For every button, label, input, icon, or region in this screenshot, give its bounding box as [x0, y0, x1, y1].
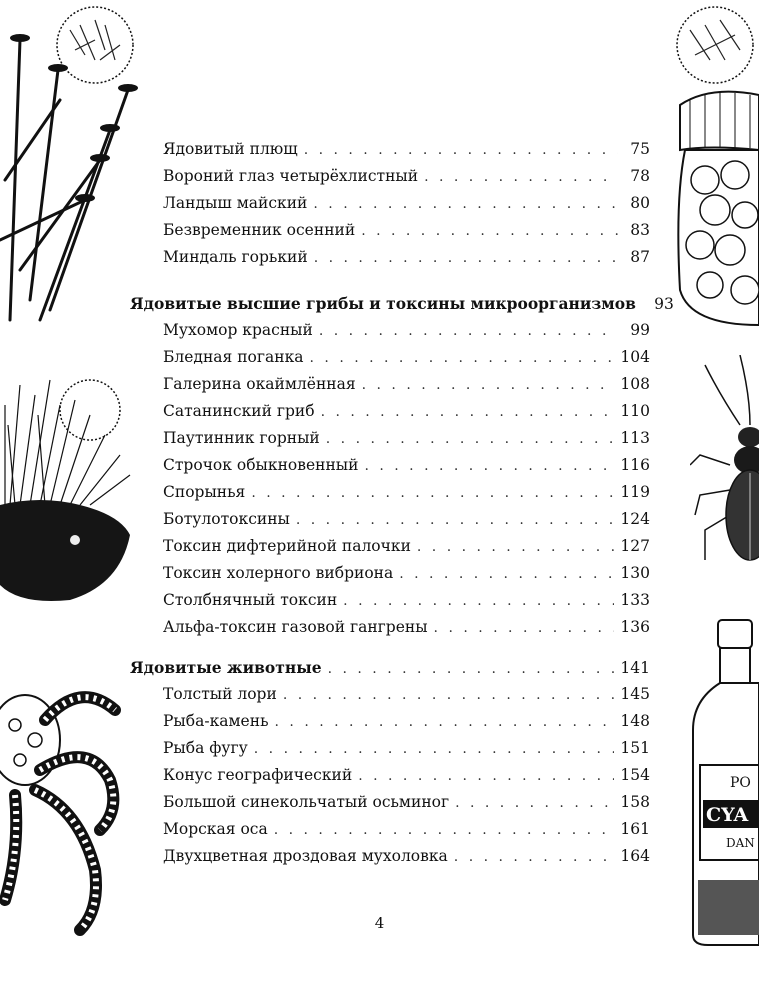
toc-page: 116 — [620, 456, 650, 474]
toc-section-row[interactable] — [130, 290, 674, 317]
toc-row[interactable] — [130, 762, 650, 789]
toc-row[interactable] — [130, 452, 650, 479]
toc-row[interactable] — [130, 344, 650, 371]
toc-title: Ядовитый плющ — [163, 140, 298, 158]
toc-page: 75 — [630, 140, 650, 158]
toc-row[interactable] — [130, 506, 650, 533]
toc-row[interactable] — [130, 843, 650, 870]
toc-title: Рыба фугу — [163, 739, 248, 757]
toc-title: Спорынья — [163, 483, 246, 501]
grass-tuft-icon — [0, 365, 140, 615]
toc-row[interactable] — [130, 587, 650, 614]
toc-page: 78 — [630, 167, 650, 185]
toc-title: Толстый лори — [163, 685, 277, 703]
toc-page: 104 — [620, 348, 650, 366]
toc-page: 145 — [620, 685, 650, 703]
toc-page: 113 — [620, 429, 650, 447]
toc-row[interactable] — [130, 533, 650, 560]
toc-page: 99 — [630, 321, 650, 339]
toc-title: Токсин холерного вибриона — [163, 564, 394, 582]
toc-row[interactable] — [130, 244, 650, 271]
toc-row[interactable] — [130, 560, 650, 587]
toc-title: Мухомор красный — [163, 321, 313, 339]
toc-section-title: Ядовитые животные — [130, 658, 322, 677]
toc-page: 148 — [620, 712, 650, 730]
toc-row[interactable] — [130, 163, 650, 190]
toc-title: Безвременник осенний — [163, 221, 356, 239]
toc-row[interactable] — [130, 708, 650, 735]
toc-title: Строчок обыкновенный — [163, 456, 359, 474]
toc-title: Конус географический — [163, 766, 353, 784]
toc-title: Большой синекольчатый осьминог — [163, 793, 450, 811]
toc-page: 124 — [620, 510, 650, 528]
toc-row[interactable] — [130, 614, 650, 641]
toc-title: Токсин дифтерийной палочки — [163, 537, 411, 555]
toc-page: 87 — [630, 248, 650, 266]
toc-page: 164 — [620, 847, 650, 865]
toc-title: Рыба-камень — [163, 712, 269, 730]
toc-title: Паутинник горный — [163, 429, 320, 447]
bottle-label-bottom: DAN — [726, 836, 755, 850]
toc-page: 80 — [630, 194, 650, 212]
toc-title: Сатанинский гриб — [163, 402, 315, 420]
toc-page: 133 — [620, 591, 650, 609]
toc-page: 108 — [620, 375, 650, 393]
toc-row[interactable] — [130, 371, 650, 398]
table-of-contents — [130, 136, 674, 870]
toc-page: 158 — [620, 793, 650, 811]
toc-row[interactable] — [130, 681, 650, 708]
toc-page: 136 — [620, 618, 650, 636]
toc-page: 130 — [620, 564, 650, 582]
toc-row[interactable] — [130, 398, 650, 425]
octopus-icon — [0, 680, 145, 940]
toc-page: 161 — [620, 820, 650, 838]
toc-page: 93 — [654, 295, 674, 313]
toc-row[interactable] — [130, 190, 650, 217]
toc-row[interactable] — [130, 789, 650, 816]
jar-icon — [650, 0, 759, 330]
toc-page: 119 — [620, 483, 650, 501]
toc-row[interactable] — [130, 735, 650, 762]
toc-title: Морская оса — [163, 820, 268, 838]
toc-section-title: Ядовитые высшие грибы и токсины микроорганизмов — [130, 294, 636, 313]
toc-page: 151 — [620, 739, 650, 757]
toc-title: Вороний глаз четырёхлистный — [163, 167, 419, 185]
toc-title: Бледная поганка — [163, 348, 304, 366]
toc-title: Миндаль горький — [163, 248, 308, 266]
toc-row[interactable] — [130, 217, 650, 244]
toc-title: Ботулотоксины — [163, 510, 290, 528]
bottle-label-main: CYA — [706, 804, 749, 826]
beetle-icon — [690, 355, 759, 570]
toc-page: 141 — [620, 659, 650, 677]
toc-page: 110 — [620, 402, 650, 420]
toc-row[interactable] — [130, 317, 650, 344]
toc-title: Двухцветная дроздовая мухоловка — [163, 847, 448, 865]
toc-page: 83 — [630, 221, 650, 239]
toc-title: Альфа-токсин газовой гангрены — [163, 618, 428, 636]
bottle-label-top: PO — [730, 775, 751, 791]
toc-row[interactable] — [130, 479, 650, 506]
page-number: 4 — [374, 914, 385, 932]
toc-section-row[interactable] — [130, 654, 650, 681]
toc-title: Столбнячный токсин — [163, 591, 338, 609]
bottle-icon — [688, 615, 759, 950]
toc-title: Галерина окаймлённая — [163, 375, 356, 393]
toc-row[interactable] — [130, 816, 650, 843]
toc-page: 154 — [620, 766, 650, 784]
toc-row[interactable] — [130, 136, 650, 163]
toc-title: Ландыш майский — [163, 194, 308, 212]
toc-page: 127 — [620, 537, 650, 555]
toc-row[interactable] — [130, 425, 650, 452]
thistle-nails-icon — [0, 0, 150, 330]
